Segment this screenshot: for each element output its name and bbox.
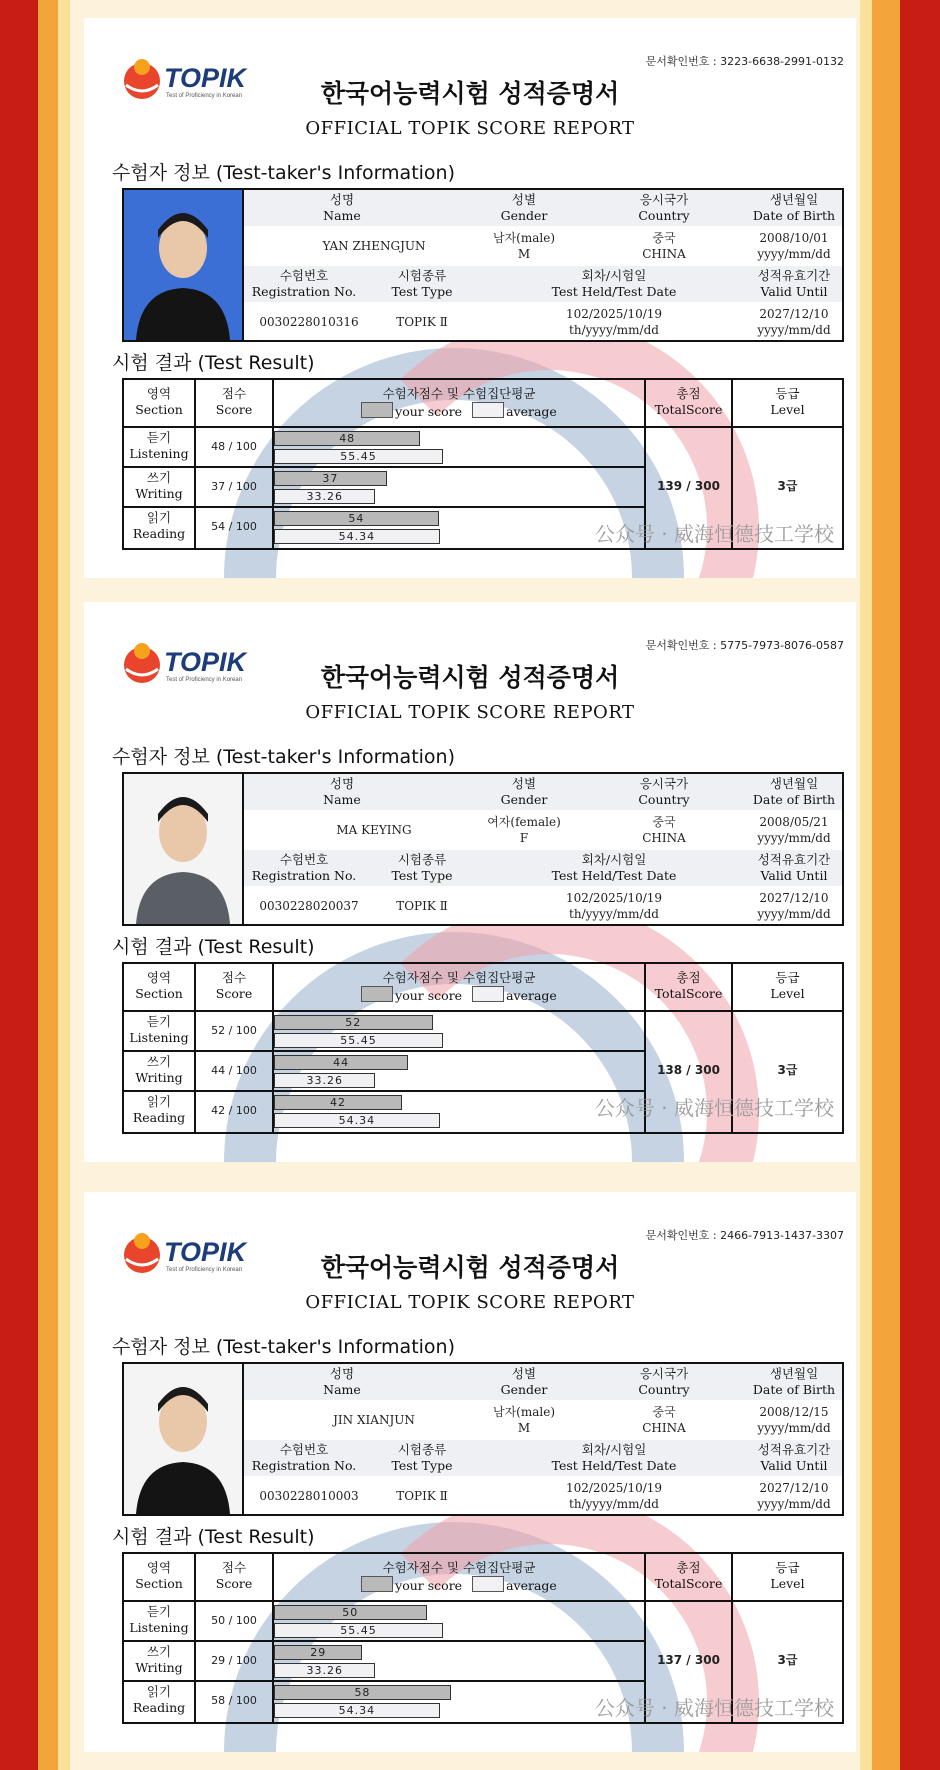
test-taker-info-table — [122, 772, 844, 926]
total-score: 138 / 300 — [657, 1063, 720, 1077]
registration-number: 0030228010316 — [259, 315, 359, 329]
watermark-text: 公众号 · 威海恒德技工学校 — [594, 522, 834, 546]
test-taker-name: JIN XIANJUN — [333, 1413, 415, 1427]
reading-average-value: 54.34 — [338, 1704, 376, 1717]
legend-your-score-swatch — [361, 986, 393, 1002]
test-taker-name: YAN ZHENGJUN — [322, 239, 426, 253]
result-header-divider — [124, 1600, 842, 1602]
header-reg-english: Registration No. — [251, 284, 357, 299]
test-taker-info-table — [122, 1362, 844, 1516]
writing-section-korean: 쓰기 — [146, 1644, 172, 1659]
header-dob-english: Date of Birth — [752, 1382, 836, 1397]
report-title-english: OFFICIAL TOPIK SCORE REPORT — [305, 702, 635, 723]
header-held-english: Test Held/Test Date — [551, 868, 677, 883]
header-held-english: Test Held/Test Date — [551, 284, 677, 299]
header-level-korean: 등급 — [775, 386, 800, 401]
reading-average-bar — [274, 529, 440, 544]
reading-average-value: 54.34 — [338, 1114, 376, 1127]
document-number-label: 문서확인번호 : — [645, 639, 721, 652]
reading-section-english: Reading — [132, 526, 186, 541]
level: 3급 — [777, 1063, 798, 1077]
report-title-korean: 한국어능력시험 성적증명서 — [320, 79, 620, 108]
reading-score: 54 / 100 — [211, 520, 257, 533]
date-of-birth-format: yyyy/mm/dd — [757, 247, 831, 261]
writing-score: 44 / 100 — [211, 1064, 257, 1077]
test-taker-info-heading: 수험자 정보 (Test-taker's Information) — [112, 746, 456, 768]
header-score-english: Score — [215, 986, 253, 1001]
result-row-divider — [124, 1050, 646, 1052]
header-score-korean: 점수 — [221, 1560, 247, 1575]
reading-section-korean: 읽기 — [146, 1684, 172, 1699]
header-total-english: TotalScore — [654, 402, 723, 417]
test-held-date: 102/2025/10/19 — [565, 1481, 663, 1495]
header-held-english: Test Held/Test Date — [551, 1458, 677, 1473]
test-type: TOPIK Ⅱ — [396, 899, 448, 913]
listening-score: 52 / 100 — [211, 1024, 257, 1037]
reading-section-english: Reading — [132, 1700, 186, 1715]
score-report-card — [84, 1192, 856, 1752]
header-total-korean: 총점 — [676, 1560, 701, 1575]
writing-your-score-bar: 37 — [274, 471, 387, 486]
header-type-korean: 시험종류 — [397, 268, 447, 283]
header-valid-korean: 성적유효기간 — [757, 1442, 831, 1457]
header-gender-korean: 성별 — [511, 1366, 537, 1381]
test-taker-info-table — [122, 188, 844, 342]
registration-number: 0030228020037 — [259, 899, 359, 913]
test-taker-details — [244, 1364, 842, 1514]
date-of-birth: 2008/10/01 — [759, 231, 829, 245]
date-of-birth-format: yyyy/mm/dd — [757, 1421, 831, 1435]
test-taker-details — [244, 190, 842, 340]
header-comparison: 수험자점수 및 수험집단평균 — [382, 1560, 536, 1575]
test-held-date: 102/2025/10/19 — [565, 307, 663, 321]
test-type: TOPIK Ⅱ — [396, 1489, 448, 1503]
header-dob-english: Date of Birth — [752, 208, 836, 223]
header-name-korean: 성명 — [329, 776, 355, 791]
listening-average-bar — [274, 1033, 443, 1048]
topik-logo-subtitle: Test of Proficiency in Korean — [166, 677, 243, 683]
header-gender-english: Gender — [500, 208, 548, 223]
test-type: TOPIK Ⅱ — [396, 315, 448, 329]
test-result-heading: 시험 결과 (Test Result) — [112, 352, 315, 374]
frame-stripe-left-cream — [70, 0, 82, 1770]
writing-score: 37 / 100 — [211, 480, 257, 493]
document-number — [646, 637, 844, 653]
document-number-value: 2466-7913-1437-3307 — [720, 1229, 844, 1242]
writing-section-korean: 쓰기 — [146, 470, 172, 485]
writing-your-score-bar: 44 — [274, 1055, 408, 1070]
header-section-english: Section — [135, 402, 183, 417]
date-of-birth: 2008/12/15 — [759, 1405, 829, 1419]
header-gender-korean: 성별 — [511, 776, 537, 791]
date-of-birth: 2008/05/21 — [759, 815, 829, 829]
header-valid-english: Valid Until — [760, 1458, 828, 1473]
report-title-korean: 한국어능력시험 성적증명서 — [320, 1253, 620, 1282]
result-row-divider — [124, 1680, 646, 1682]
writing-score: 29 / 100 — [211, 1654, 257, 1667]
test-taker-info-heading: 수험자 정보 (Test-taker's Information) — [112, 1336, 456, 1358]
document-number-value: 3223-6638-2991-0132 — [720, 55, 844, 68]
writing-average-value: 33.26 — [306, 1074, 343, 1087]
legend-average-swatch — [472, 1576, 504, 1592]
listening-average-bar — [274, 1623, 443, 1638]
header-level-english: Level — [770, 402, 805, 417]
country-english: CHINA — [642, 1421, 686, 1435]
header-name-english: Name — [323, 1382, 361, 1397]
frame-stripe-right-yellow — [860, 0, 872, 1770]
listening-average-bar — [274, 449, 443, 464]
level: 3급 — [777, 479, 798, 493]
header-level-english: Level — [770, 1576, 805, 1591]
reading-average-bar — [274, 1703, 440, 1718]
legend-your-score-label: your score — [395, 1578, 463, 1593]
topik-logo-text: TOPIK — [164, 63, 247, 93]
test-held-date: 102/2025/10/19 — [565, 891, 663, 905]
header-type-english: Test Type — [391, 868, 453, 883]
watermark-text: 公众号 · 威海恒德技工学校 — [594, 1096, 834, 1120]
header-section-english: Section — [135, 986, 183, 1001]
result-row-divider — [124, 466, 646, 468]
report-title-english: OFFICIAL TOPIK SCORE REPORT — [305, 118, 635, 139]
header-name-english: Name — [323, 792, 361, 807]
score-report-card — [84, 18, 856, 578]
country-korean: 중국 — [652, 1405, 676, 1419]
header-section-korean: 영역 — [146, 1560, 172, 1575]
country-korean: 중국 — [652, 231, 676, 245]
test-held-format: th/yyyy/mm/dd — [569, 1497, 659, 1511]
legend-your-score-swatch — [361, 1576, 393, 1592]
header-reg-korean: 수험번호 — [279, 1442, 329, 1457]
valid-until: 2027/12/10 — [759, 891, 829, 905]
header-country-english: Country — [638, 208, 690, 223]
header-dob-korean: 생년월일 — [769, 776, 819, 791]
legend-average-label: average — [506, 988, 557, 1003]
document-number — [646, 1227, 844, 1243]
legend-average-swatch — [472, 402, 504, 418]
header-dob-english: Date of Birth — [752, 792, 836, 807]
topik-logo-text: TOPIK — [164, 647, 247, 677]
header-reg-korean: 수험번호 — [279, 268, 329, 283]
listening-score: 50 / 100 — [211, 1614, 257, 1627]
header-valid-english: Valid Until — [760, 868, 828, 883]
date-of-birth-format: yyyy/mm/dd — [757, 831, 831, 845]
writing-average-value: 33.26 — [306, 490, 343, 503]
reading-section-korean: 읽기 — [146, 1094, 172, 1109]
listening-section-english: Listening — [129, 446, 189, 461]
valid-until: 2027/12/10 — [759, 1481, 829, 1495]
header-reg-english: Registration No. — [251, 868, 357, 883]
test-taker-photo — [124, 190, 244, 340]
document-number-value: 5775-7973-8076-0587 — [720, 639, 844, 652]
valid-until: 2027/12/10 — [759, 307, 829, 321]
header-valid-korean: 성적유효기간 — [757, 852, 831, 867]
header-type-english: Test Type — [391, 1458, 453, 1473]
listening-average-value: 55.45 — [340, 450, 377, 463]
writing-section-english: Writing — [135, 486, 183, 501]
topik-logo-subtitle: Test of Proficiency in Korean — [166, 93, 243, 99]
listening-section-english: Listening — [129, 1030, 189, 1045]
reading-section-korean: 읽기 — [146, 510, 172, 525]
header-held-korean: 회차/시험일 — [581, 852, 647, 867]
writing-section-english: Writing — [135, 1070, 183, 1085]
reading-score: 42 / 100 — [211, 1104, 257, 1117]
header-level-korean: 등급 — [775, 1560, 800, 1575]
header-score-korean: 점수 — [221, 386, 247, 401]
header-country-english: Country — [638, 1382, 690, 1397]
gender-code: M — [517, 247, 531, 261]
gender-korean: 남자(male) — [492, 231, 556, 245]
header-dob-korean: 생년월일 — [769, 192, 819, 207]
result-header-divider — [124, 1010, 842, 1012]
test-held-format: th/yyyy/mm/dd — [569, 323, 659, 337]
topik-logo-subtitle: Test of Proficiency in Korean — [166, 1267, 243, 1273]
header-section-english: Section — [135, 1576, 183, 1591]
header-score-english: Score — [215, 402, 253, 417]
country-english: CHINA — [642, 247, 686, 261]
document-number — [646, 53, 844, 69]
test-result-heading: 시험 결과 (Test Result) — [112, 1526, 315, 1548]
header-reg-korean: 수험번호 — [279, 852, 329, 867]
writing-section-korean: 쓰기 — [146, 1054, 172, 1069]
header-country-korean: 응시국가 — [639, 776, 689, 791]
listening-section-korean: 듣기 — [146, 1014, 172, 1029]
total-score: 137 / 300 — [657, 1653, 720, 1667]
header-level-korean: 등급 — [775, 970, 800, 985]
writing-average-bar — [274, 489, 375, 504]
reading-average-value: 54.34 — [338, 530, 376, 543]
valid-until-format: yyyy/mm/dd — [757, 1497, 831, 1511]
writing-average-bar — [274, 1663, 375, 1678]
writing-average-value: 33.26 — [306, 1664, 343, 1677]
test-held-format: th/yyyy/mm/dd — [569, 907, 659, 921]
total-score: 139 / 300 — [657, 479, 720, 493]
header-valid-korean: 성적유효기간 — [757, 268, 831, 283]
result-row-divider — [124, 1640, 646, 1642]
header-gender-korean: 성별 — [511, 192, 537, 207]
valid-until-format: yyyy/mm/dd — [757, 907, 831, 921]
reading-average-bar — [274, 1113, 440, 1128]
registration-number: 0030228010003 — [259, 1489, 359, 1503]
test-taker-photo — [124, 774, 244, 924]
document-number-label: 문서확인번호 : — [645, 1229, 721, 1242]
header-gender-english: Gender — [500, 792, 548, 807]
score-report-card — [84, 602, 856, 1162]
listening-average-value: 55.45 — [340, 1034, 377, 1047]
reading-your-score-bar: 42 — [274, 1095, 402, 1110]
reading-your-score-bar: 54 — [274, 511, 439, 526]
test-result-heading: 시험 결과 (Test Result) — [112, 936, 315, 958]
header-name-korean: 성명 — [329, 192, 355, 207]
header-type-english: Test Type — [391, 284, 453, 299]
writing-average-bar — [274, 1073, 375, 1088]
header-total-english: TotalScore — [654, 986, 723, 1001]
header-section-korean: 영역 — [146, 970, 172, 985]
country-english: CHINA — [642, 831, 686, 845]
header-country-english: Country — [638, 792, 690, 807]
result-row-divider — [124, 1090, 646, 1092]
test-taker-details — [244, 774, 842, 924]
header-dob-korean: 생년월일 — [769, 1366, 819, 1381]
listening-section-korean: 듣기 — [146, 430, 172, 445]
writing-your-score-bar: 29 — [274, 1645, 362, 1660]
result-header-divider — [124, 426, 842, 428]
header-type-korean: 시험종류 — [397, 852, 447, 867]
header-score-korean: 점수 — [221, 970, 247, 985]
listening-section-english: Listening — [129, 1620, 189, 1635]
test-taker-name: MA KEYING — [336, 823, 412, 837]
comparison-legend — [274, 986, 644, 1004]
legend-average-label: average — [506, 1578, 557, 1593]
header-valid-english: Valid Until — [760, 284, 828, 299]
header-score-english: Score — [215, 1576, 253, 1591]
comparison-legend — [274, 1576, 644, 1594]
country-korean: 중국 — [652, 815, 676, 829]
gender-korean: 남자(male) — [492, 1405, 556, 1419]
reading-your-score-bar: 58 — [274, 1685, 451, 1700]
legend-your-score-label: your score — [395, 404, 463, 419]
header-total-korean: 총점 — [676, 386, 701, 401]
test-taker-info-heading: 수험자 정보 (Test-taker's Information) — [112, 162, 456, 184]
report-title-korean: 한국어능력시험 성적증명서 — [320, 663, 620, 692]
valid-until-format: yyyy/mm/dd — [757, 323, 831, 337]
legend-your-score-swatch — [361, 402, 393, 418]
topik-logo-text: TOPIK — [164, 1237, 247, 1267]
listening-your-score-bar: 48 — [274, 431, 420, 446]
legend-average-label: average — [506, 404, 557, 419]
header-total-korean: 총점 — [676, 970, 701, 985]
header-comparison: 수험자점수 및 수험집단평균 — [382, 386, 536, 401]
result-row-divider — [124, 506, 646, 508]
header-held-korean: 회차/시험일 — [581, 268, 647, 283]
watermark-text: 公众号 · 威海恒德技工学校 — [594, 1696, 834, 1720]
listening-average-value: 55.45 — [340, 1624, 377, 1637]
writing-section-english: Writing — [135, 1660, 183, 1675]
header-held-korean: 회차/시험일 — [581, 1442, 647, 1457]
listening-your-score-bar: 50 — [274, 1605, 427, 1620]
header-reg-english: Registration No. — [251, 1458, 357, 1473]
level: 3급 — [777, 1653, 798, 1667]
header-total-english: TotalScore — [654, 1576, 723, 1591]
header-type-korean: 시험종류 — [397, 1442, 447, 1457]
listening-your-score-bar: 52 — [274, 1015, 433, 1030]
test-taker-photo — [124, 1364, 244, 1514]
header-name-korean: 성명 — [329, 1366, 355, 1381]
document-number-label: 문서확인번호 : — [645, 55, 721, 68]
listening-score: 48 / 100 — [211, 440, 257, 453]
header-country-korean: 응시국가 — [639, 1366, 689, 1381]
header-gender-english: Gender — [500, 1382, 548, 1397]
reading-section-english: Reading — [132, 1110, 186, 1125]
legend-average-swatch — [472, 986, 504, 1002]
gender-code: F — [519, 831, 529, 845]
gender-korean: 여자(female) — [487, 815, 561, 829]
reading-score: 58 / 100 — [211, 1694, 257, 1707]
frame-stripe-left-orange — [38, 0, 58, 1770]
gender-code: M — [517, 1421, 531, 1435]
header-level-english: Level — [770, 986, 805, 1001]
header-country-korean: 응시국가 — [639, 192, 689, 207]
header-name-english: Name — [323, 208, 361, 223]
legend-your-score-label: your score — [395, 988, 463, 1003]
header-section-korean: 영역 — [146, 386, 172, 401]
comparison-legend — [274, 402, 644, 420]
report-title-english: OFFICIAL TOPIK SCORE REPORT — [305, 1292, 635, 1313]
frame-stripe-left-yellow — [58, 0, 70, 1770]
header-comparison: 수험자점수 및 수험집단평균 — [382, 970, 536, 985]
listening-section-korean: 듣기 — [146, 1604, 172, 1619]
frame-stripe-right-orange — [872, 0, 900, 1770]
